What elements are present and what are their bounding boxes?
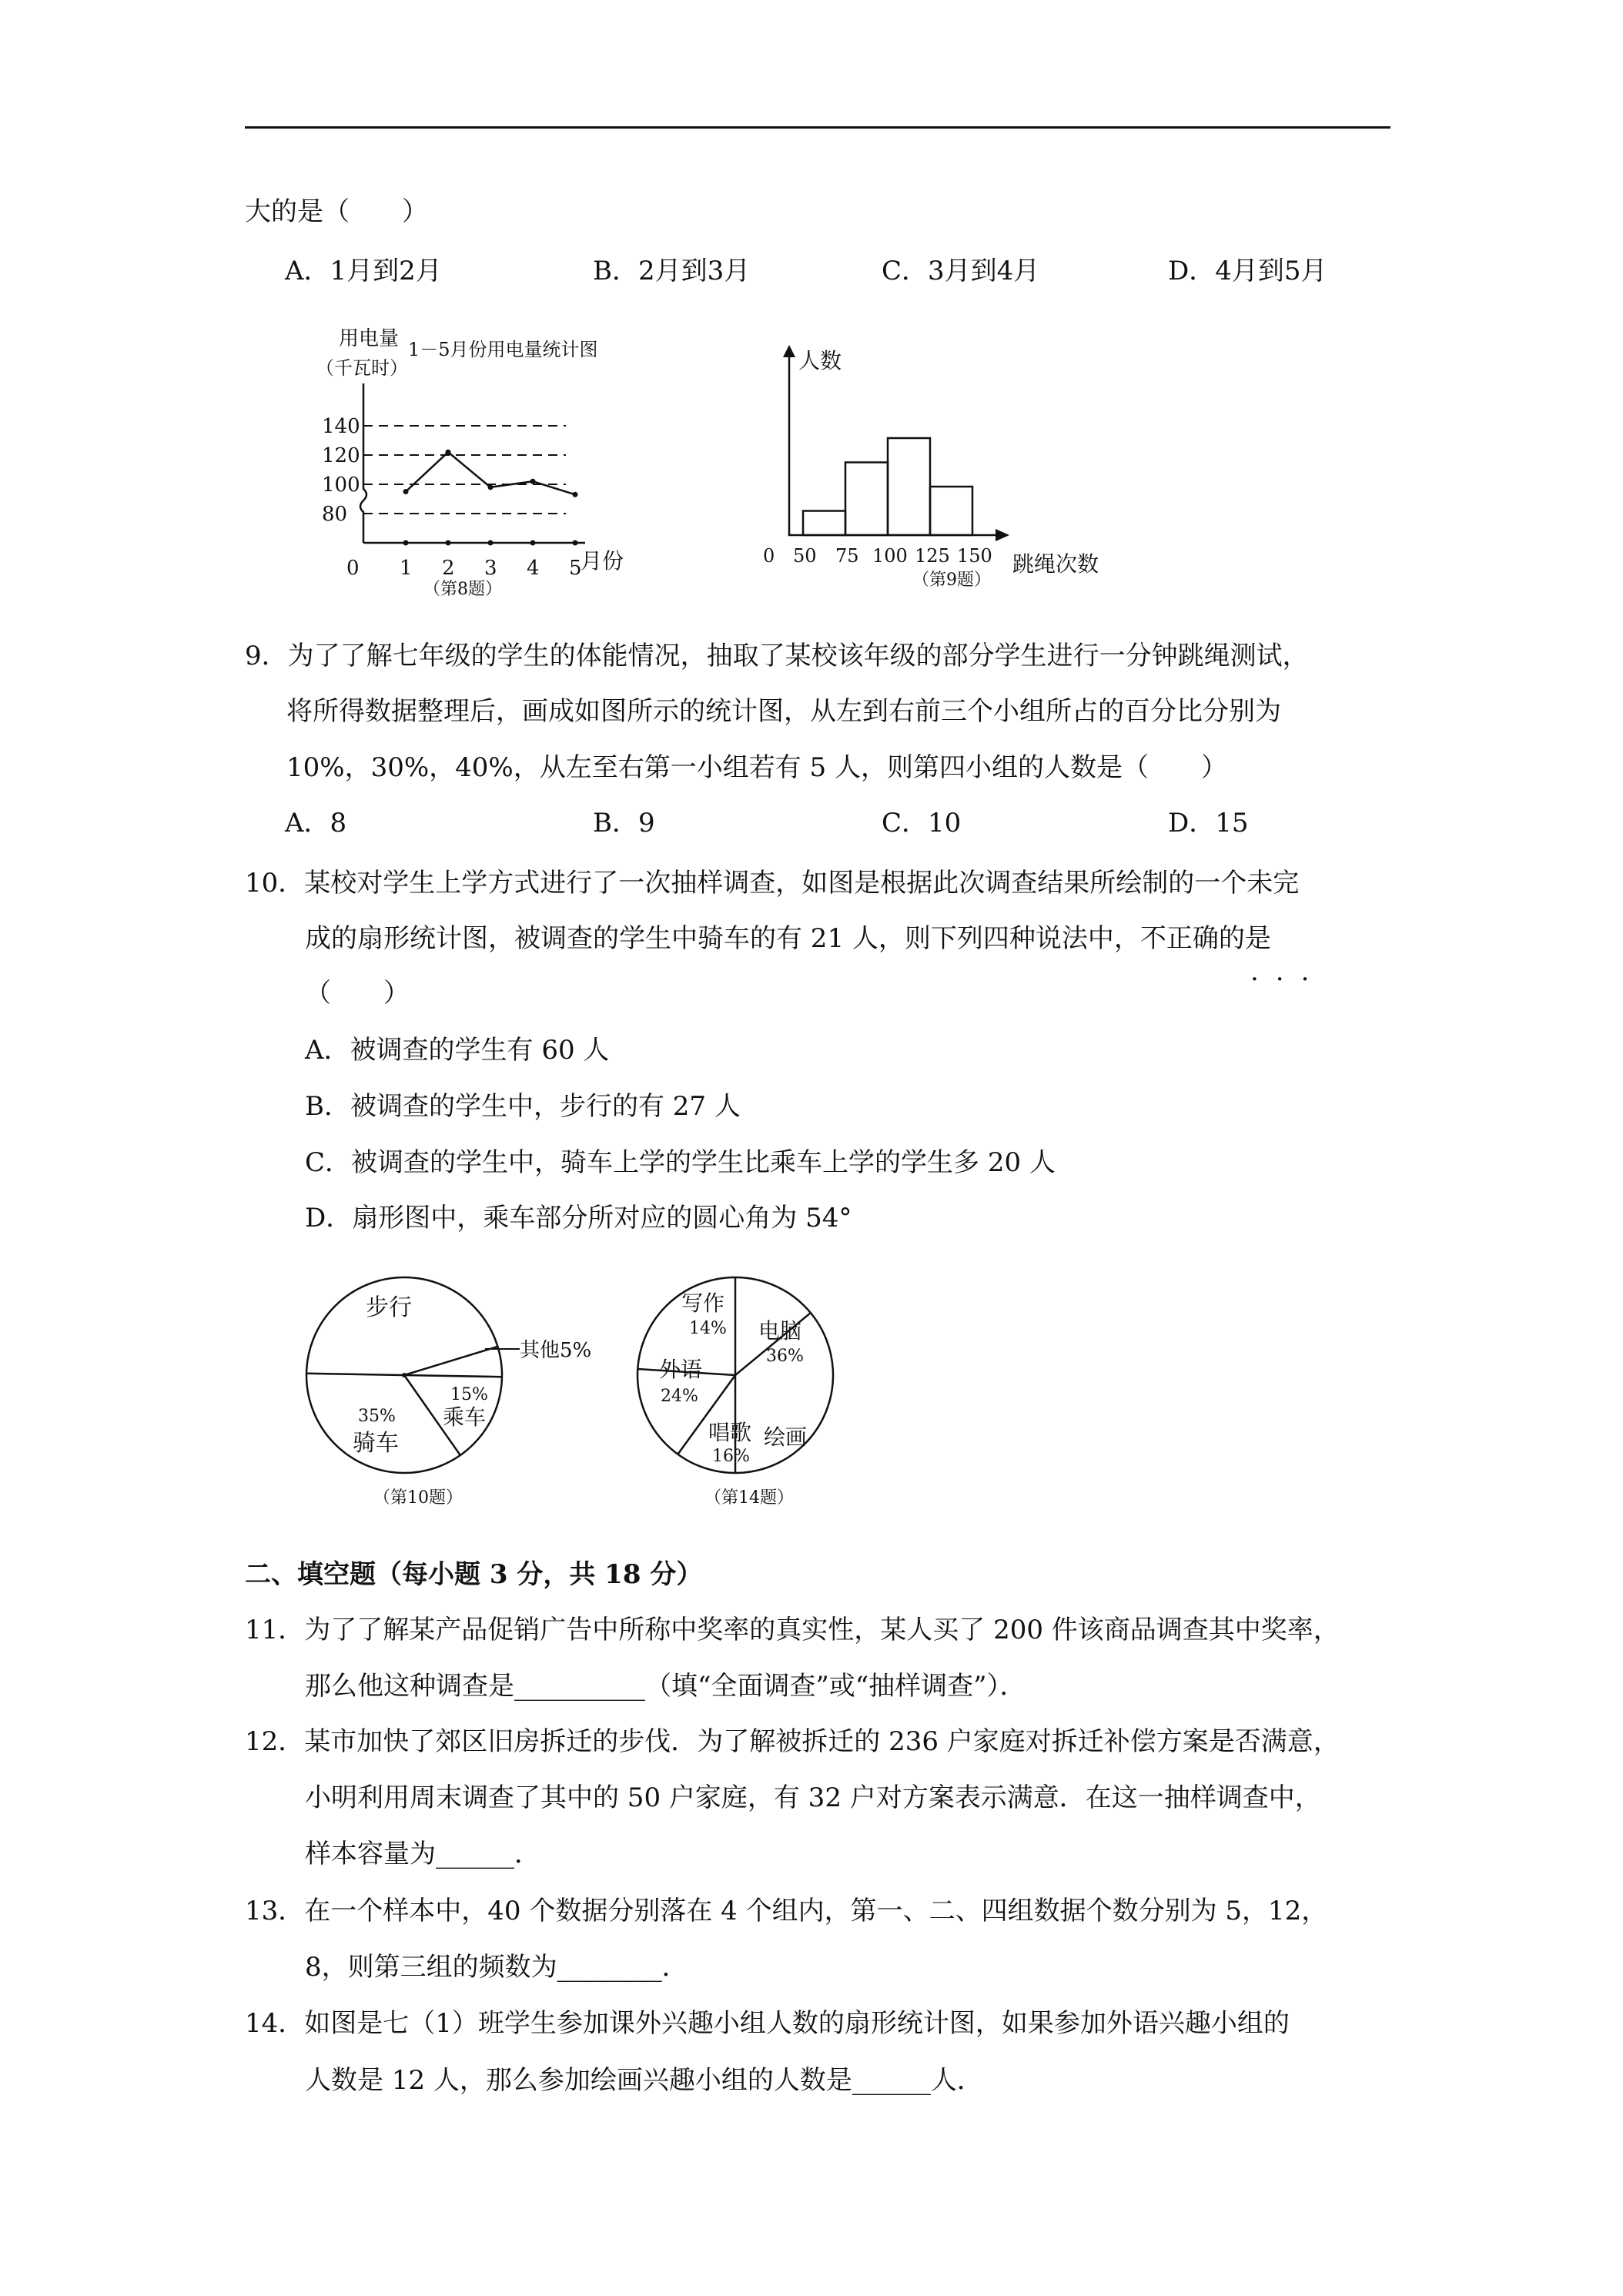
fig10-label-walk: 步行 xyxy=(366,1294,412,1321)
fig10-slice-boundary-3 xyxy=(404,1375,502,1377)
fig8-ytick-140: 140 xyxy=(322,415,360,438)
q9-line-1: 9．为了了解七年级的学生的体能情况，抽取了某校该年级的部分学生进行一分钟跳绳测试， xyxy=(245,641,1309,671)
fig9-xtick-125: 125 xyxy=(915,545,950,567)
fig9-bar-1 xyxy=(803,511,845,536)
q10-line-3: （ ） xyxy=(305,978,410,1009)
q14-line-2: 人数是 12 人，那么参加绘画兴趣小组的人数是______人． xyxy=(305,2065,983,2096)
fig9-bar-2 xyxy=(845,463,888,536)
fig9-y-arrow xyxy=(783,345,795,357)
q10-emphasis-dots: ··· xyxy=(1250,964,1327,995)
fig8-point-2 xyxy=(446,450,451,455)
fig8-xtick-3: 3 xyxy=(484,557,497,580)
fig14-caption: （第14题） xyxy=(704,1488,794,1508)
q8-option-a: A．1月到2月 xyxy=(285,256,442,286)
fig8-xlabel: 月份 xyxy=(581,548,624,574)
fig9-xtick-50: 50 xyxy=(793,545,817,567)
fig8-point-5 xyxy=(573,492,578,497)
fig10-label-bike: 骑车 xyxy=(353,1430,399,1457)
fig8-point-4 xyxy=(530,479,536,484)
fig9-xtick-0: 0 xyxy=(763,545,775,567)
fig14-label-singing-pct: 16% xyxy=(712,1447,750,1466)
fig8-caption: （第8题） xyxy=(423,580,502,599)
fig14-label-singing: 唱歌 xyxy=(708,1420,752,1445)
fig9-xtick-75: 75 xyxy=(835,545,859,567)
fig8-xtick-1: 1 xyxy=(400,557,413,580)
fig10-pie-chart xyxy=(293,1263,616,1509)
q11-line-2: 那么他这种调查是__________（填“全面调查”或“抽样调查”）． xyxy=(305,1671,1026,1702)
fig9-histogram xyxy=(758,339,1128,590)
fig8-ytick-120: 120 xyxy=(322,444,360,467)
fig8-xtick-5: 5 xyxy=(569,557,582,580)
q13-line-2: 8，则第三组的频数为________． xyxy=(305,1952,688,1983)
header-rule xyxy=(245,126,1390,129)
fig9-caption: （第9题） xyxy=(912,571,991,590)
q8-option-c: C．3月到4月 xyxy=(882,256,1040,286)
q9-option-a: A．8 xyxy=(285,808,347,838)
q13-line-1: 13．在一个样本中，40 个数据分别落在 4 个组内，第一、二、四组数据个数分别为 5，12， xyxy=(245,1896,1328,1926)
fig8-axis-dot-1 xyxy=(403,541,409,546)
fig10-label-bus: 乘车 xyxy=(443,1404,487,1430)
fig14-label-language: 外语 xyxy=(659,1357,703,1382)
fig14-label-computer-pct: 36% xyxy=(766,1347,804,1366)
fig8-axis-dot-4 xyxy=(530,541,536,546)
fig8-title: 1－5月份用电量统计图 xyxy=(408,339,598,360)
fig10-label-bus-pct: 15% xyxy=(450,1385,488,1404)
fig8-xtick-4: 4 xyxy=(527,557,540,580)
fig8-axis-dot-3 xyxy=(488,541,494,546)
fig14-label-computer: 电脑 xyxy=(758,1318,802,1344)
q10-line-1: 10．某校对学生上学方式进行了一次抽样调查，如图是根据此次调查结果所绘制的一个未完 xyxy=(245,868,1300,899)
fig8-ytick-100: 100 xyxy=(322,474,360,497)
q10-option-b: B．被调查的学生中，步行的有 27 人 xyxy=(305,1091,741,1122)
fig9-xtick-150: 150 xyxy=(957,545,992,567)
fig9-bar-3 xyxy=(888,438,930,535)
q8-option-b: B．2月到3月 xyxy=(593,256,751,286)
fig8-point-3 xyxy=(488,484,494,490)
q8-option-d: D．4月到5月 xyxy=(1168,256,1327,286)
q9-option-b: B．9 xyxy=(593,808,655,838)
fig8-point-1 xyxy=(403,489,409,494)
fig9-x-arrow xyxy=(996,529,1009,541)
q9-option-c: C．10 xyxy=(882,808,962,838)
fig14-label-writing-pct: 14% xyxy=(689,1319,727,1338)
fig9-bar-4 xyxy=(930,487,972,535)
fig9-xlabel: 跳绳次数 xyxy=(1012,551,1099,577)
fig8-line-chart xyxy=(300,323,670,601)
q9-option-d: D．15 xyxy=(1168,808,1249,838)
fig10-center xyxy=(402,1373,407,1377)
fig14-pie-chart xyxy=(631,1263,878,1509)
fig9-xtick-100: 100 xyxy=(872,545,908,567)
fig8-origin: 0 xyxy=(346,557,360,580)
fig14-label-painting: 绘画 xyxy=(764,1424,808,1450)
fig14-label-language-pct: 24% xyxy=(661,1387,698,1406)
q8-stem: 大的是（ ） xyxy=(245,196,428,227)
fig8-ytick-80: 80 xyxy=(322,503,348,526)
fig10-slice-boundary-2 xyxy=(404,1347,497,1375)
fig8-xtick-2: 2 xyxy=(442,557,455,580)
section2-title: 二、填空题（每小题 3 分，共 18 分） xyxy=(245,1559,703,1590)
fig9-axes xyxy=(789,346,1006,535)
q9-line-3: 10%，30%，40%，从左至右第一小组若有 5 人，则第四小组的人数是（ ） xyxy=(286,752,1227,783)
q12-line-2: 小明利用周末调查了其中的 50 户家庭，有 32 户对方案表示满意．在这一抽样调查中， xyxy=(305,1782,1321,1813)
fig8-axis-dot-5 xyxy=(573,541,578,546)
fig9-ylabel: 人数 xyxy=(798,348,842,373)
fig10-slice-boundary-1 xyxy=(306,1374,404,1375)
fig10-label-bike-pct: 35% xyxy=(358,1407,396,1426)
q11-line-1: 11．为了了解某产品促销广告中所称中奖率的真实性，某人买了 200 件该商品调查其中奖率， xyxy=(245,1615,1340,1645)
q9-line-2: 将所得数据整理后，画成如图所示的统计图，从左到右前三个小组所占的百分比分别为 xyxy=(286,696,1281,727)
q10-option-d: D．扇形图中，乘车部分所对应的圆心角为 54° xyxy=(305,1203,852,1233)
fig14-label-writing: 写作 xyxy=(681,1290,725,1316)
fig10-label-other: 其他5% xyxy=(520,1339,592,1362)
q10-line-2: 成的扇形统计图，被调查的学生中骑车的有 21 人，则下列四种说法中，不正确的是 xyxy=(305,923,1271,954)
fig8-axis-dot-2 xyxy=(446,541,451,546)
q14-line-1: 14．如图是七（1）班学生参加课外兴趣小组人数的扇形统计图，如果参加外语兴趣小组的 xyxy=(245,2008,1290,2039)
q12-line-1: 12．某市加快了郊区旧房拆迁的步伐．为了解被拆迁的 236 户家庭对拆迁补偿方案是否满意， xyxy=(245,1726,1340,1757)
fig8-ylabel-2: （千瓦时） xyxy=(316,357,408,379)
q10-option-a: A．被调查的学生有 60 人 xyxy=(305,1035,610,1066)
fig8-ylabel-1: 用电量 xyxy=(339,327,400,350)
fig8-y-axis xyxy=(360,383,366,543)
q10-option-c: C．被调查的学生中，骑车上学的学生比乘车上学的学生多 20 人 xyxy=(305,1147,1056,1178)
fig10-caption: （第10题） xyxy=(373,1488,463,1508)
q12-line-3: 样本容量为______． xyxy=(305,1839,540,1869)
